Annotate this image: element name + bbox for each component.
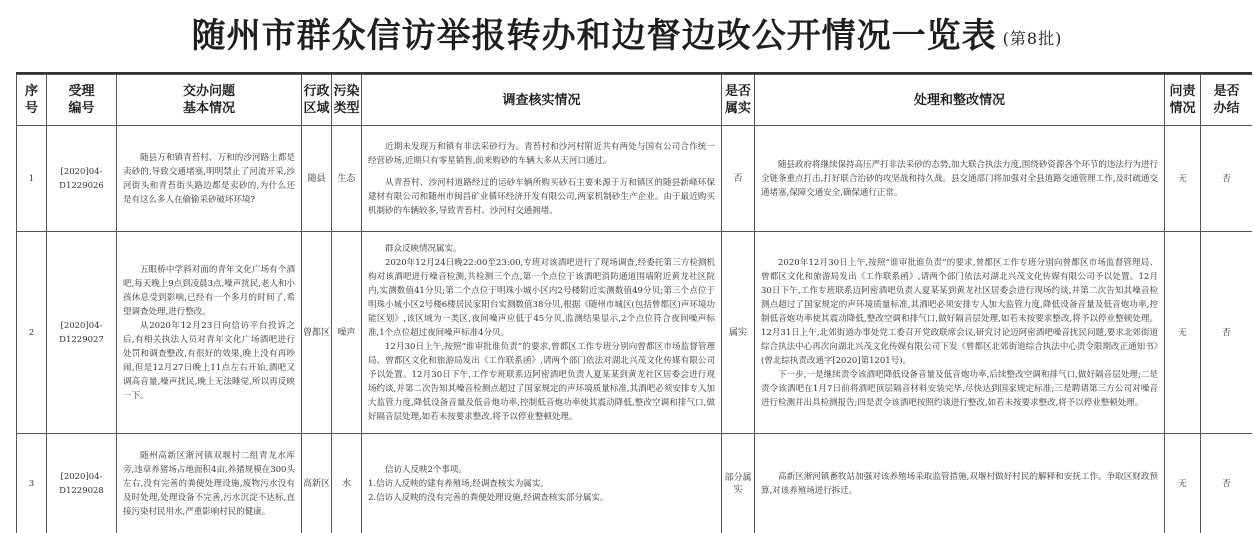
cell-seq: 2 [17, 232, 47, 434]
cell-handling: 2020年12月30日上午,按照“谁审批谁负责”的要求,曾都区工作专班分别向曾都区市场监督管理局、曾都区文化和旅游局发出《工作联系函》,请两个部门依法对湖北兴茂文化传媒有限公司予以处置。12月30日下午,工作专班联系迈阿密酒吧负责人夏某某到黄龙社区居委会进行现场约谈,并第二次告知其噪音检测点超过了国家规定的声环境质量标准,其酒吧必须安排专人加大监管力度,降低设备音量及低音炮功率,控制低音炮功率使其震动降低,整改空调和排气口,做好隔音层处理,如若未按要求整改,将予以停业整顿处理。12月31日上午,北郊街道办事处党工委召开党政联席会议,研究讨论迈阿密酒吧噪音扰民问题,要求北郊街道综合执法中心再次向湖北兴茂文化传媒有限公司下发《曾都区北郊街道综合执法中心责令限期改正通知书》(曾北综执责改通字[2020]第1201号)。 下一步,一是继续责令该酒吧降低设备音量及低音炮功率,后续整改空调和排气口,做好隔音层处理;二是责令该酒吧在1月7日前将酒吧顶层隔音材料安装完毕,尽快达到国家规定标准;三是聘请第三方公司对噪音进行检测并出具检测报告;四是责令该酒吧按照约谈进行整改,如若未按要求整改,将予以停业整顿处理。 [755, 232, 1165, 434]
batch-label: (第8批) [1003, 29, 1063, 48]
cell-seq: 1 [17, 126, 47, 232]
header-closed: 是否 办结 [1201, 75, 1253, 126]
header-row [17, 75, 1253, 126]
header-verified: 是否 属实 [722, 75, 755, 126]
cell-accountability: 无 [1165, 126, 1201, 232]
cell-seq: 3 [17, 434, 47, 533]
cell-closed: 否 [1201, 232, 1253, 434]
cell-closed: 否 [1201, 126, 1253, 232]
cell-district: 曾都区 [302, 232, 332, 434]
cell-accountability: 无 [1165, 434, 1201, 533]
cell-investigation: 群众反映情况属实。 2020年12月24日晚22:00至23:00,专班对该酒吧进行了现场调查,经委托第三方检测机构对该酒吧进行噪音检测,共检测三个点,第一个点位于该酒吧消防通道围墙附近黄龙社区院内,实测数值41分贝;第二个点位于明珠小城小区内2号楼附近实测数值49分贝;第三个点位于明珠小城小区2号楼6楼居民家阳台实测数值38分贝,根据《随州市城区(包括曾都区)声环境功能区划》,该区域为一类区,夜间噪声应低于45分贝,监测结果显示,2个点位符合夜间噪声标准,1个点位超过夜间噪声标准4分贝。 12月30日上午,按照“谁审批谁负责”的要求,曾都区工作专班分别向曾都区市场监督管理局、曾都区文化和旅游局发出《工作联系函》,请两个部门依法对湖北兴茂文化传媒有限公司予以处置。12月30日下午,工作专班联系迈阿密酒吧负责人夏某某到黄龙社区居委会进行现场约谈,并第二次告知其噪音检测点超过了国家规定的声环境质量标准,其酒吧必须安排专人加大监管力度,降低设备音量及低音炮功率,控制低音炮功率使其震动降低,整改空调和排气口,做好隔音层处理,如若未按要求整改,将予以停业整顿处理。 [362, 232, 722, 434]
table-row [17, 232, 1253, 434]
table-frame [16, 72, 1252, 533]
header-district: 行政 区域 [302, 75, 332, 126]
cell-verified: 属实 [722, 232, 755, 434]
header-investigation: 调查核实情况 [362, 75, 722, 126]
cell-verified: 部分属实 [722, 434, 755, 533]
header-issue: 交办问题 基本情况 [117, 75, 302, 126]
petition-table [16, 74, 1252, 533]
header-code: 受理 编号 [47, 75, 117, 126]
header-seq: 序 号 [17, 75, 47, 126]
cell-issue: 五眼桥中学斜对面的青年文化广场有个酒吧,每天晚上9点到凌晨3点,噪声扰民,老人和小孩休息受到影响,已经有一个多月的时间了,希望调查处理,进行整改。 从2020年12月23日向信访平台投诉之后,有相关执法人员对青年文化广场酒吧进行处罚和调查整改,有很好的效果,晚上没有再吵闹,但是12月27日晚上11点左右开始,酒吧又调高音量,噪声扰民,晚上无法睡觉,所以再反映一下。 [117, 232, 302, 434]
cell-handling: 随县政府将继续保持高压严打非法采砂的态势,加大联合执法力度,围绕砂资源各个环节的违法行为进行全链条重点打击,打好联合治砂的攻坚战和持久战。县交通部门将加强对全县道路交通管理工作,及时疏通交通堵塞,保障交通安全,确保通行正常。 [755, 126, 1165, 232]
cell-pollution: 水 [332, 434, 362, 533]
cell-investigation: 信访人反映2个事项。 1.信访人反映的建有养殖场,经调查核实为属实。 2.信访人反映的没有完善的粪便处理设施,经调查核实部分属实。 [362, 434, 722, 533]
cell-district: 随县 [302, 126, 332, 232]
cell-issue: 随县万和镇青苔村、万和的沙河路上都是卖砂的,导致交通堵塞,明明禁止了河流开采,沙河街头和青苔街头路边都是卖砂的,为什么还是有这么多人在偷偷采砂破坏环境? [117, 126, 302, 232]
header-accountability: 问责 情况 [1165, 75, 1201, 126]
cell-code: [2020]04- D1229026 [47, 126, 117, 232]
cell-investigation: 近期未发现万和镇有非法采砂行为。青苔村和沙河村附近共有两处与国有公司合作统一经营砂场,近期只有零星销售,前来购砂的车辆大多从天河口通过。 从青苔村、沙河村道路经过的运砂车辆所购买砂石主要来源于万和镇区的随县新峰环保建材有限公司和随州市闽昌矿业循环经济开发有限公司,两家机制砂生产企业。由于最近购买机制砂的车辆较多,导致青苔村、沙河村交通拥堵。 [362, 126, 722, 232]
cell-pollution: 噪声 [332, 232, 362, 434]
table-row [17, 434, 1253, 533]
cell-district: 高新区 [302, 434, 332, 533]
header-pollution: 污染 类型 [332, 75, 362, 126]
cell-pollution: 生态 [332, 126, 362, 232]
cell-closed: 否 [1201, 434, 1253, 533]
table-row [17, 126, 1253, 232]
cell-code: [2020]04- D1229028 [47, 434, 117, 533]
page-title [0, 8, 1254, 57]
cell-verified: 否 [722, 126, 755, 232]
cell-accountability: 无 [1165, 232, 1201, 434]
header-handling: 处理和整改情况 [755, 75, 1165, 126]
cell-code: [2020]04- D1229027 [47, 232, 117, 434]
cell-issue: 随州高新区淅河镇双堰村二组青龙水库旁,违章养猪场占地面积4亩,养猪规模在300头左右,没有完善的粪便处理设施,废物污水没有及时处理,处理设备不完善,污水沉淀不达标,直接污染村民用水,严重影响村民的健康。 [117, 434, 302, 533]
title-text: 随州市群众信访举报转办和边督边改公开情况一览表 [192, 16, 997, 56]
cell-handling: 高新区淅河镇畜牧站加强对该养殖场采取监管措施,双堰村做好村民的解释和安抚工作。争取区财政预算,对该养殖场进行拆迁。 [755, 434, 1165, 533]
